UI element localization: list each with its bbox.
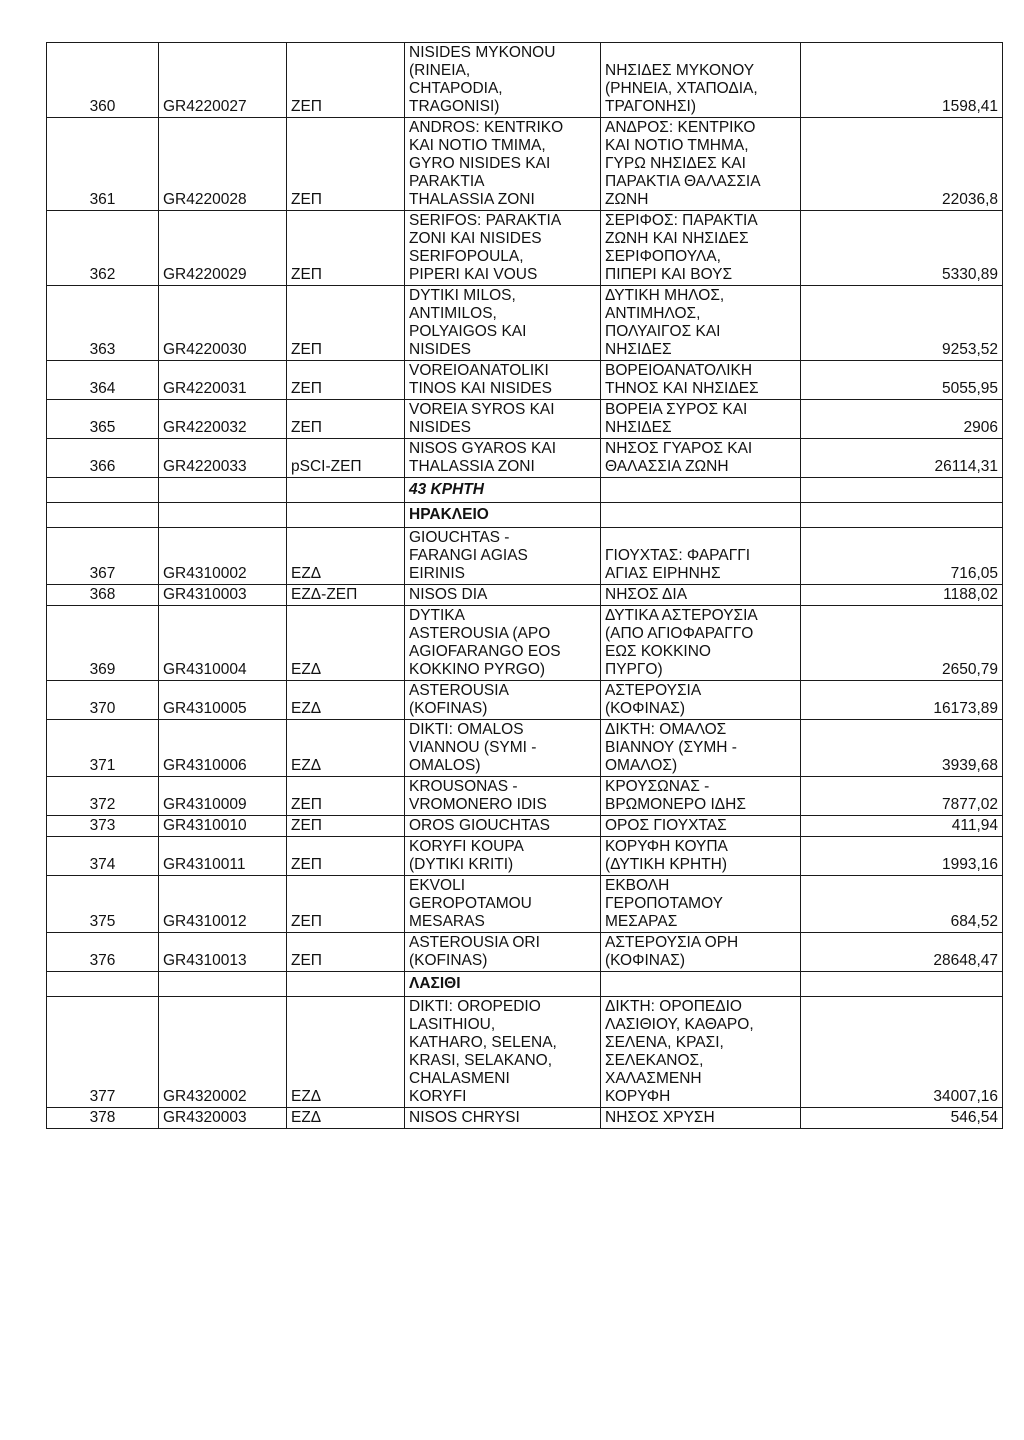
name-line: ANTIMILOS, xyxy=(409,305,497,322)
site-name-latin xyxy=(405,816,601,837)
empty-cell xyxy=(47,503,159,528)
site-number: 374 xyxy=(47,837,159,876)
name-line: ΚΟΡΥΦΗ xyxy=(605,1088,671,1105)
empty-cell xyxy=(801,503,1003,528)
empty-cell xyxy=(601,478,801,503)
empty-cell xyxy=(287,972,405,997)
section-title xyxy=(405,478,601,503)
name-line: ΚΑΙ ΝΟΤΙΟ ΤΜΗΜΑ, xyxy=(605,137,749,154)
table-row xyxy=(47,837,1003,876)
name-line: KROUSONAS - xyxy=(409,778,518,795)
site-area: 34007,16 xyxy=(801,997,1003,1108)
name-line: ΠΟΛΥΑΙΓΟΣ ΚΑΙ xyxy=(605,323,721,340)
name-line: ASTEROUSIA (APO xyxy=(409,625,551,642)
name-line: ΠΥΡΓΟ) xyxy=(605,661,663,678)
empty-cell xyxy=(801,478,1003,503)
name-line: ΖΩΝΗ xyxy=(605,191,649,208)
name-line: DIKTI: OMALOS xyxy=(409,721,524,738)
site-name-greek xyxy=(601,933,801,972)
site-area: 411,94 xyxy=(801,816,1003,837)
name-line: KATHARO, SELENA, xyxy=(409,1034,557,1051)
site-area: 684,52 xyxy=(801,876,1003,933)
site-code: GR4310010 xyxy=(159,816,287,837)
site-type: ΕΖΔ xyxy=(287,606,405,681)
site-name-greek xyxy=(601,400,801,439)
site-name-latin xyxy=(405,528,601,585)
site-type: ΕΖΔ xyxy=(287,528,405,585)
name-line: KORYFI KOUPA xyxy=(409,838,524,855)
site-number: 365 xyxy=(47,400,159,439)
site-name-greek xyxy=(601,777,801,816)
name-line: ΑΓΙΑΣ ΕΙΡΗΝΗΣ xyxy=(605,565,721,582)
name-line: ΚΟΡΥΦΗ ΚΟΥΠΑ xyxy=(605,838,728,855)
site-code: GR4310012 xyxy=(159,876,287,933)
site-name-latin xyxy=(405,43,601,118)
site-code: GR4320003 xyxy=(159,1108,287,1129)
name-line: ΚΡΟΥΣΩΝΑΣ - xyxy=(605,778,710,795)
table-row xyxy=(47,585,1003,606)
table-row xyxy=(47,933,1003,972)
name-line: (DYTIKI KRITI) xyxy=(409,856,514,873)
site-type: ΖΕΠ xyxy=(287,816,405,837)
name-line: VIANNOU (SYMI - xyxy=(409,739,537,756)
name-line: THALASSIA ZONI xyxy=(409,191,535,208)
site-area: 22036,8 xyxy=(801,118,1003,211)
site-type: ΕΖΔ xyxy=(287,1108,405,1129)
empty-cell xyxy=(159,503,287,528)
name-line: NISOS GYAROS KAI xyxy=(409,440,557,457)
name-line: ΤΡΑΓΟΝΗΣΙ) xyxy=(605,98,697,115)
name-line: AGIOFARANGO EOS xyxy=(409,643,561,660)
name-line: ΘΑΛΑΣΣΙΑ ΖΩΝΗ xyxy=(605,458,729,475)
site-number: 376 xyxy=(47,933,159,972)
site-name-greek xyxy=(601,361,801,400)
site-area: 2650,79 xyxy=(801,606,1003,681)
site-area: 1993,16 xyxy=(801,837,1003,876)
name-line: (ΚΟΦΙΝΑΣ) xyxy=(605,700,686,717)
table-row xyxy=(47,720,1003,777)
site-name-greek xyxy=(601,286,801,361)
name-line: DYTIKA xyxy=(409,607,465,624)
table-row xyxy=(47,286,1003,361)
site-name-latin xyxy=(405,720,601,777)
name-line: ΔΥΤΙΚΗ ΜΗΛΟΣ, xyxy=(605,287,725,304)
name-line: ΣΕΛΕΝΑ, ΚΡΑΣΙ, xyxy=(605,1034,724,1051)
name-line: ΝΗΣΙΔΕΣ ΜΥΚΟΝΟΥ xyxy=(605,62,755,79)
name-line: NISIDES xyxy=(409,341,472,358)
site-code: GR4310002 xyxy=(159,528,287,585)
site-name-latin xyxy=(405,585,601,606)
name-line: NISOS DIA xyxy=(409,586,488,603)
site-type: ΖΕΠ xyxy=(287,43,405,118)
site-name-latin xyxy=(405,997,601,1108)
name-line: MESARAS xyxy=(409,913,485,930)
section-label: ΗΡΑΚΛΕΙΟ xyxy=(409,506,489,523)
name-line: KORYFI xyxy=(409,1088,467,1105)
name-line: ΓΥΡΩ ΝΗΣΙΔΕΣ ΚΑΙ xyxy=(605,155,746,172)
site-code: GR4310006 xyxy=(159,720,287,777)
site-name-greek xyxy=(601,439,801,478)
site-name-greek xyxy=(601,585,801,606)
name-line: TINOS KAI NISIDES xyxy=(409,380,552,397)
name-line: KAI NOTIO TMIMA, xyxy=(409,137,546,154)
table-row xyxy=(47,361,1003,400)
site-name-latin xyxy=(405,211,601,286)
site-type: ΕΖΔ xyxy=(287,997,405,1108)
site-number: 368 xyxy=(47,585,159,606)
site-code: GR4220028 xyxy=(159,118,287,211)
site-code: GR4310009 xyxy=(159,777,287,816)
site-type: ΕΖΔ xyxy=(287,720,405,777)
site-number: 375 xyxy=(47,876,159,933)
name-line: ΕΩΣ ΚΟΚΚΙΝΟ xyxy=(605,643,711,660)
site-code: GR4220033 xyxy=(159,439,287,478)
name-line: ΒΟΡΕΙΑ ΣΥΡΟΣ ΚΑΙ xyxy=(605,401,748,418)
name-line: (KOFINAS) xyxy=(409,700,488,717)
site-number: 370 xyxy=(47,681,159,720)
table-row xyxy=(47,43,1003,118)
name-line: DYTIKI MILOS, xyxy=(409,287,516,304)
name-line: (ΑΠΟ ΑΓΙΟΦΑΡΑΓΓΟ xyxy=(605,625,754,642)
site-name-latin xyxy=(405,439,601,478)
site-type: ΖΕΠ xyxy=(287,286,405,361)
site-number: 361 xyxy=(47,118,159,211)
site-type: ΖΕΠ xyxy=(287,118,405,211)
site-number: 366 xyxy=(47,439,159,478)
site-code: GR4310013 xyxy=(159,933,287,972)
site-name-greek xyxy=(601,816,801,837)
empty-cell xyxy=(159,972,287,997)
name-line: ΑΣΤΕΡΟΥΣΙΑ ΟΡΗ xyxy=(605,934,739,951)
name-line: (KOFINAS) xyxy=(409,952,488,969)
site-name-greek xyxy=(601,211,801,286)
site-area: 7877,02 xyxy=(801,777,1003,816)
site-code: GR4220030 xyxy=(159,286,287,361)
section-label: 43 ΚΡΗΤΗ xyxy=(409,481,484,498)
site-number: 369 xyxy=(47,606,159,681)
name-line: NISIDES MYKONOU xyxy=(409,44,556,61)
section-label: ΛΑΣΙΘΙ xyxy=(409,975,461,992)
name-line: ΔΥΤΙΚΑ ΑΣΤΕΡΟΥΣΙΑ xyxy=(605,607,758,624)
site-type: ΕΖΔ-ΖΕΠ xyxy=(287,585,405,606)
name-line: ΑΝΔΡΟΣ: ΚΕΝΤΡΙΚΟ xyxy=(605,119,756,136)
site-area: 1598,41 xyxy=(801,43,1003,118)
name-line: (RINEIA, xyxy=(409,62,471,79)
site-number: 377 xyxy=(47,997,159,1108)
name-line: FARANGI AGIAS xyxy=(409,547,528,564)
table-row xyxy=(47,997,1003,1108)
section-title xyxy=(405,972,601,997)
site-code: GR4320002 xyxy=(159,997,287,1108)
name-line: NISIDES xyxy=(409,419,472,436)
site-name-latin xyxy=(405,876,601,933)
site-name-latin xyxy=(405,837,601,876)
name-line: ASTEROUSIA xyxy=(409,682,509,699)
site-number: 362 xyxy=(47,211,159,286)
site-number: 364 xyxy=(47,361,159,400)
name-line: KRASI, SELAKANO, xyxy=(409,1052,552,1069)
site-area: 5055,95 xyxy=(801,361,1003,400)
name-line: ΠΑΡΑΚΤΙΑ ΘΑΛΑΣΣΙΑ xyxy=(605,173,761,190)
site-name-greek xyxy=(601,681,801,720)
site-name-greek xyxy=(601,43,801,118)
name-line: PARAKTIA xyxy=(409,173,485,190)
site-area: 26114,31 xyxy=(801,439,1003,478)
site-name-latin xyxy=(405,606,601,681)
name-line: (ΚΟΦΙΝΑΣ) xyxy=(605,952,686,969)
name-line: ΝΗΣΙΔΕΣ xyxy=(605,341,672,358)
site-number: 371 xyxy=(47,720,159,777)
name-line: OMALOS) xyxy=(409,757,481,774)
name-line: NISOS CHRYSI xyxy=(409,1109,520,1126)
name-line: ΒΟΡΕΙΟΑΝΑΤΟΛΙΚΗ xyxy=(605,362,753,379)
name-line: GIOUCHTAS - xyxy=(409,529,510,546)
name-line: ΑΝΤΙΜΗΛΟΣ, xyxy=(605,305,701,322)
name-line: ΔΙΚΤΗ: ΟΡΟΠΕΔΙΟ xyxy=(605,998,742,1015)
site-code: GR4220032 xyxy=(159,400,287,439)
name-line: (ΔΥΤΙΚΗ ΚΡΗΤΗ) xyxy=(605,856,728,873)
name-line: ΜΕΣΑΡΑΣ xyxy=(605,913,678,930)
site-name-latin xyxy=(405,118,601,211)
site-name-greek xyxy=(601,1108,801,1129)
site-name-latin xyxy=(405,933,601,972)
name-line: ΝΗΣΟΣ ΔΙΑ xyxy=(605,586,688,603)
name-line: ΒΡΩΜΟΝΕΡΟ ΙΔΗΣ xyxy=(605,796,746,813)
site-name-greek xyxy=(601,876,801,933)
name-line: POLYAIGOS KAI xyxy=(409,323,527,340)
name-line: CHTAPODIA, xyxy=(409,80,503,97)
table-row xyxy=(47,816,1003,837)
name-line: ΛΑΣΙΘΙΟΥ, ΚΑΘΑΡΟ, xyxy=(605,1016,754,1033)
site-code: GR4310011 xyxy=(159,837,287,876)
site-name-greek xyxy=(601,720,801,777)
site-area: 28648,47 xyxy=(801,933,1003,972)
table-row xyxy=(47,777,1003,816)
name-line: ΣΕΛΕΚΑΝΟΣ, xyxy=(605,1052,704,1069)
table-row xyxy=(47,1108,1003,1129)
name-line: ΧΑΛΑΣΜΕΝΗ xyxy=(605,1070,702,1087)
site-name-greek xyxy=(601,118,801,211)
name-line: LASITHIOU, xyxy=(409,1016,496,1033)
name-line: ΝΗΣΙΔΕΣ xyxy=(605,419,672,436)
name-line: ΣΕΡΙΦΟΣ: ΠΑΡΑΚΤΙΑ xyxy=(605,212,758,229)
table-row xyxy=(47,606,1003,681)
site-code: GR4220031 xyxy=(159,361,287,400)
site-name-latin xyxy=(405,1108,601,1129)
site-type: ΖΕΠ xyxy=(287,211,405,286)
table-row xyxy=(47,211,1003,286)
natura-sites-table xyxy=(46,42,1003,1129)
site-area: 16173,89 xyxy=(801,681,1003,720)
site-code: GR4310005 xyxy=(159,681,287,720)
site-code: GR4220027 xyxy=(159,43,287,118)
site-area: 2906 xyxy=(801,400,1003,439)
empty-cell xyxy=(287,503,405,528)
name-line: ΤΗΝΟΣ ΚΑΙ ΝΗΣΙΔΕΣ xyxy=(605,380,759,397)
name-line: ΟΜΑΛΟΣ) xyxy=(605,757,678,774)
section-header-row xyxy=(47,503,1003,528)
site-number: 363 xyxy=(47,286,159,361)
name-line: KOKKINO PYRGO) xyxy=(409,661,546,678)
name-line: ΔΙΚΤΗ: ΟΜΑΛΟΣ xyxy=(605,721,727,738)
site-type: ΖΕΠ xyxy=(287,400,405,439)
section-header-row xyxy=(47,478,1003,503)
site-name-latin xyxy=(405,286,601,361)
site-type: ΖΕΠ xyxy=(287,837,405,876)
site-type: ΖΕΠ xyxy=(287,876,405,933)
site-area: 546,54 xyxy=(801,1108,1003,1129)
table-row xyxy=(47,118,1003,211)
name-line: ANDROS: KENTRIKO xyxy=(409,119,564,136)
name-line: VROMONERO IDIS xyxy=(409,796,547,813)
name-line: EKVOLI xyxy=(409,877,465,894)
table-row xyxy=(47,400,1003,439)
name-line: ΝΗΣΟΣ ΧΡΥΣΗ xyxy=(605,1109,715,1126)
site-name-greek xyxy=(601,606,801,681)
site-type: ΖΕΠ xyxy=(287,361,405,400)
name-line: EIRINIS xyxy=(409,565,465,582)
name-line: SERIFOPOULA, xyxy=(409,248,524,265)
site-number: 373 xyxy=(47,816,159,837)
site-name-greek xyxy=(601,997,801,1108)
table-row xyxy=(47,439,1003,478)
site-name-latin xyxy=(405,681,601,720)
site-area: 5330,89 xyxy=(801,211,1003,286)
site-type: ΖΕΠ xyxy=(287,933,405,972)
table-row xyxy=(47,528,1003,585)
site-number: 360 xyxy=(47,43,159,118)
table-body xyxy=(47,43,1003,1129)
table-row xyxy=(47,876,1003,933)
name-line: ΝΗΣΟΣ ΓΥΑΡΟΣ ΚΑΙ xyxy=(605,440,753,457)
name-line: ΑΣΤΕΡΟΥΣΙΑ xyxy=(605,682,702,699)
site-area: 9253,52 xyxy=(801,286,1003,361)
site-name-greek xyxy=(601,528,801,585)
name-line: ΓΕΡΟΠΟΤΑΜΟΥ xyxy=(605,895,723,912)
name-line: (ΡΗΝΕΙΑ, ΧΤΑΠΟΔΙΑ, xyxy=(605,80,758,97)
empty-cell xyxy=(47,478,159,503)
empty-cell xyxy=(287,478,405,503)
site-name-latin xyxy=(405,361,601,400)
section-title xyxy=(405,503,601,528)
name-line: ΒΙΑΝΝΟΥ (ΣΥΜΗ - xyxy=(605,739,737,756)
table-row xyxy=(47,681,1003,720)
name-line: GYRO NISIDES KAI xyxy=(409,155,551,172)
name-line: THALASSIA ZONI xyxy=(409,458,535,475)
name-line: ASTEROUSIA ORI xyxy=(409,934,540,951)
name-line: OROS GIOUCHTAS xyxy=(409,817,550,834)
name-line: ΟΡΟΣ ΓΙΟΥΧΤΑΣ xyxy=(605,817,727,834)
site-area: 3939,68 xyxy=(801,720,1003,777)
site-type: pSCI-ΖΕΠ xyxy=(287,439,405,478)
site-name-greek xyxy=(601,837,801,876)
name-line: ΣΕΡΙΦΟΠΟΥΛΑ, xyxy=(605,248,721,265)
name-line: CHALASMENI xyxy=(409,1070,510,1087)
site-area: 1188,02 xyxy=(801,585,1003,606)
name-line: PIPERI KAI VOUS xyxy=(409,266,538,283)
name-line: ZONI KAI NISIDES xyxy=(409,230,542,247)
name-line: ΓΙΟΥΧΤΑΣ: ΦΑΡΑΓΓΙ xyxy=(605,547,751,564)
name-line: VOREIOANATOLIKI xyxy=(409,362,549,379)
empty-cell xyxy=(601,503,801,528)
name-line: SERIFOS: PARAKTIA xyxy=(409,212,562,229)
site-number: 367 xyxy=(47,528,159,585)
site-area: 716,05 xyxy=(801,528,1003,585)
name-line: ΕΚΒΟΛΗ xyxy=(605,877,670,894)
empty-cell xyxy=(159,478,287,503)
site-type: ΖΕΠ xyxy=(287,777,405,816)
site-number: 372 xyxy=(47,777,159,816)
empty-cell xyxy=(47,972,159,997)
name-line: ΖΩΝΗ ΚΑΙ ΝΗΣΙΔΕΣ xyxy=(605,230,749,247)
name-line: DIKTI: OROPEDIO xyxy=(409,998,541,1015)
site-code: GR4220029 xyxy=(159,211,287,286)
section-header-row xyxy=(47,972,1003,997)
site-name-latin xyxy=(405,400,601,439)
empty-cell xyxy=(801,972,1003,997)
name-line: TRAGONISI) xyxy=(409,98,500,115)
name-line: VOREIA SYROS KAI xyxy=(409,401,555,418)
site-number: 378 xyxy=(47,1108,159,1129)
name-line: GEROPOTAMOU xyxy=(409,895,532,912)
site-code: GR4310003 xyxy=(159,585,287,606)
site-type: ΕΖΔ xyxy=(287,681,405,720)
empty-cell xyxy=(601,972,801,997)
site-name-latin xyxy=(405,777,601,816)
site-code: GR4310004 xyxy=(159,606,287,681)
name-line: ΠΙΠΕΡΙ ΚΑΙ ΒΟΥΣ xyxy=(605,266,733,283)
